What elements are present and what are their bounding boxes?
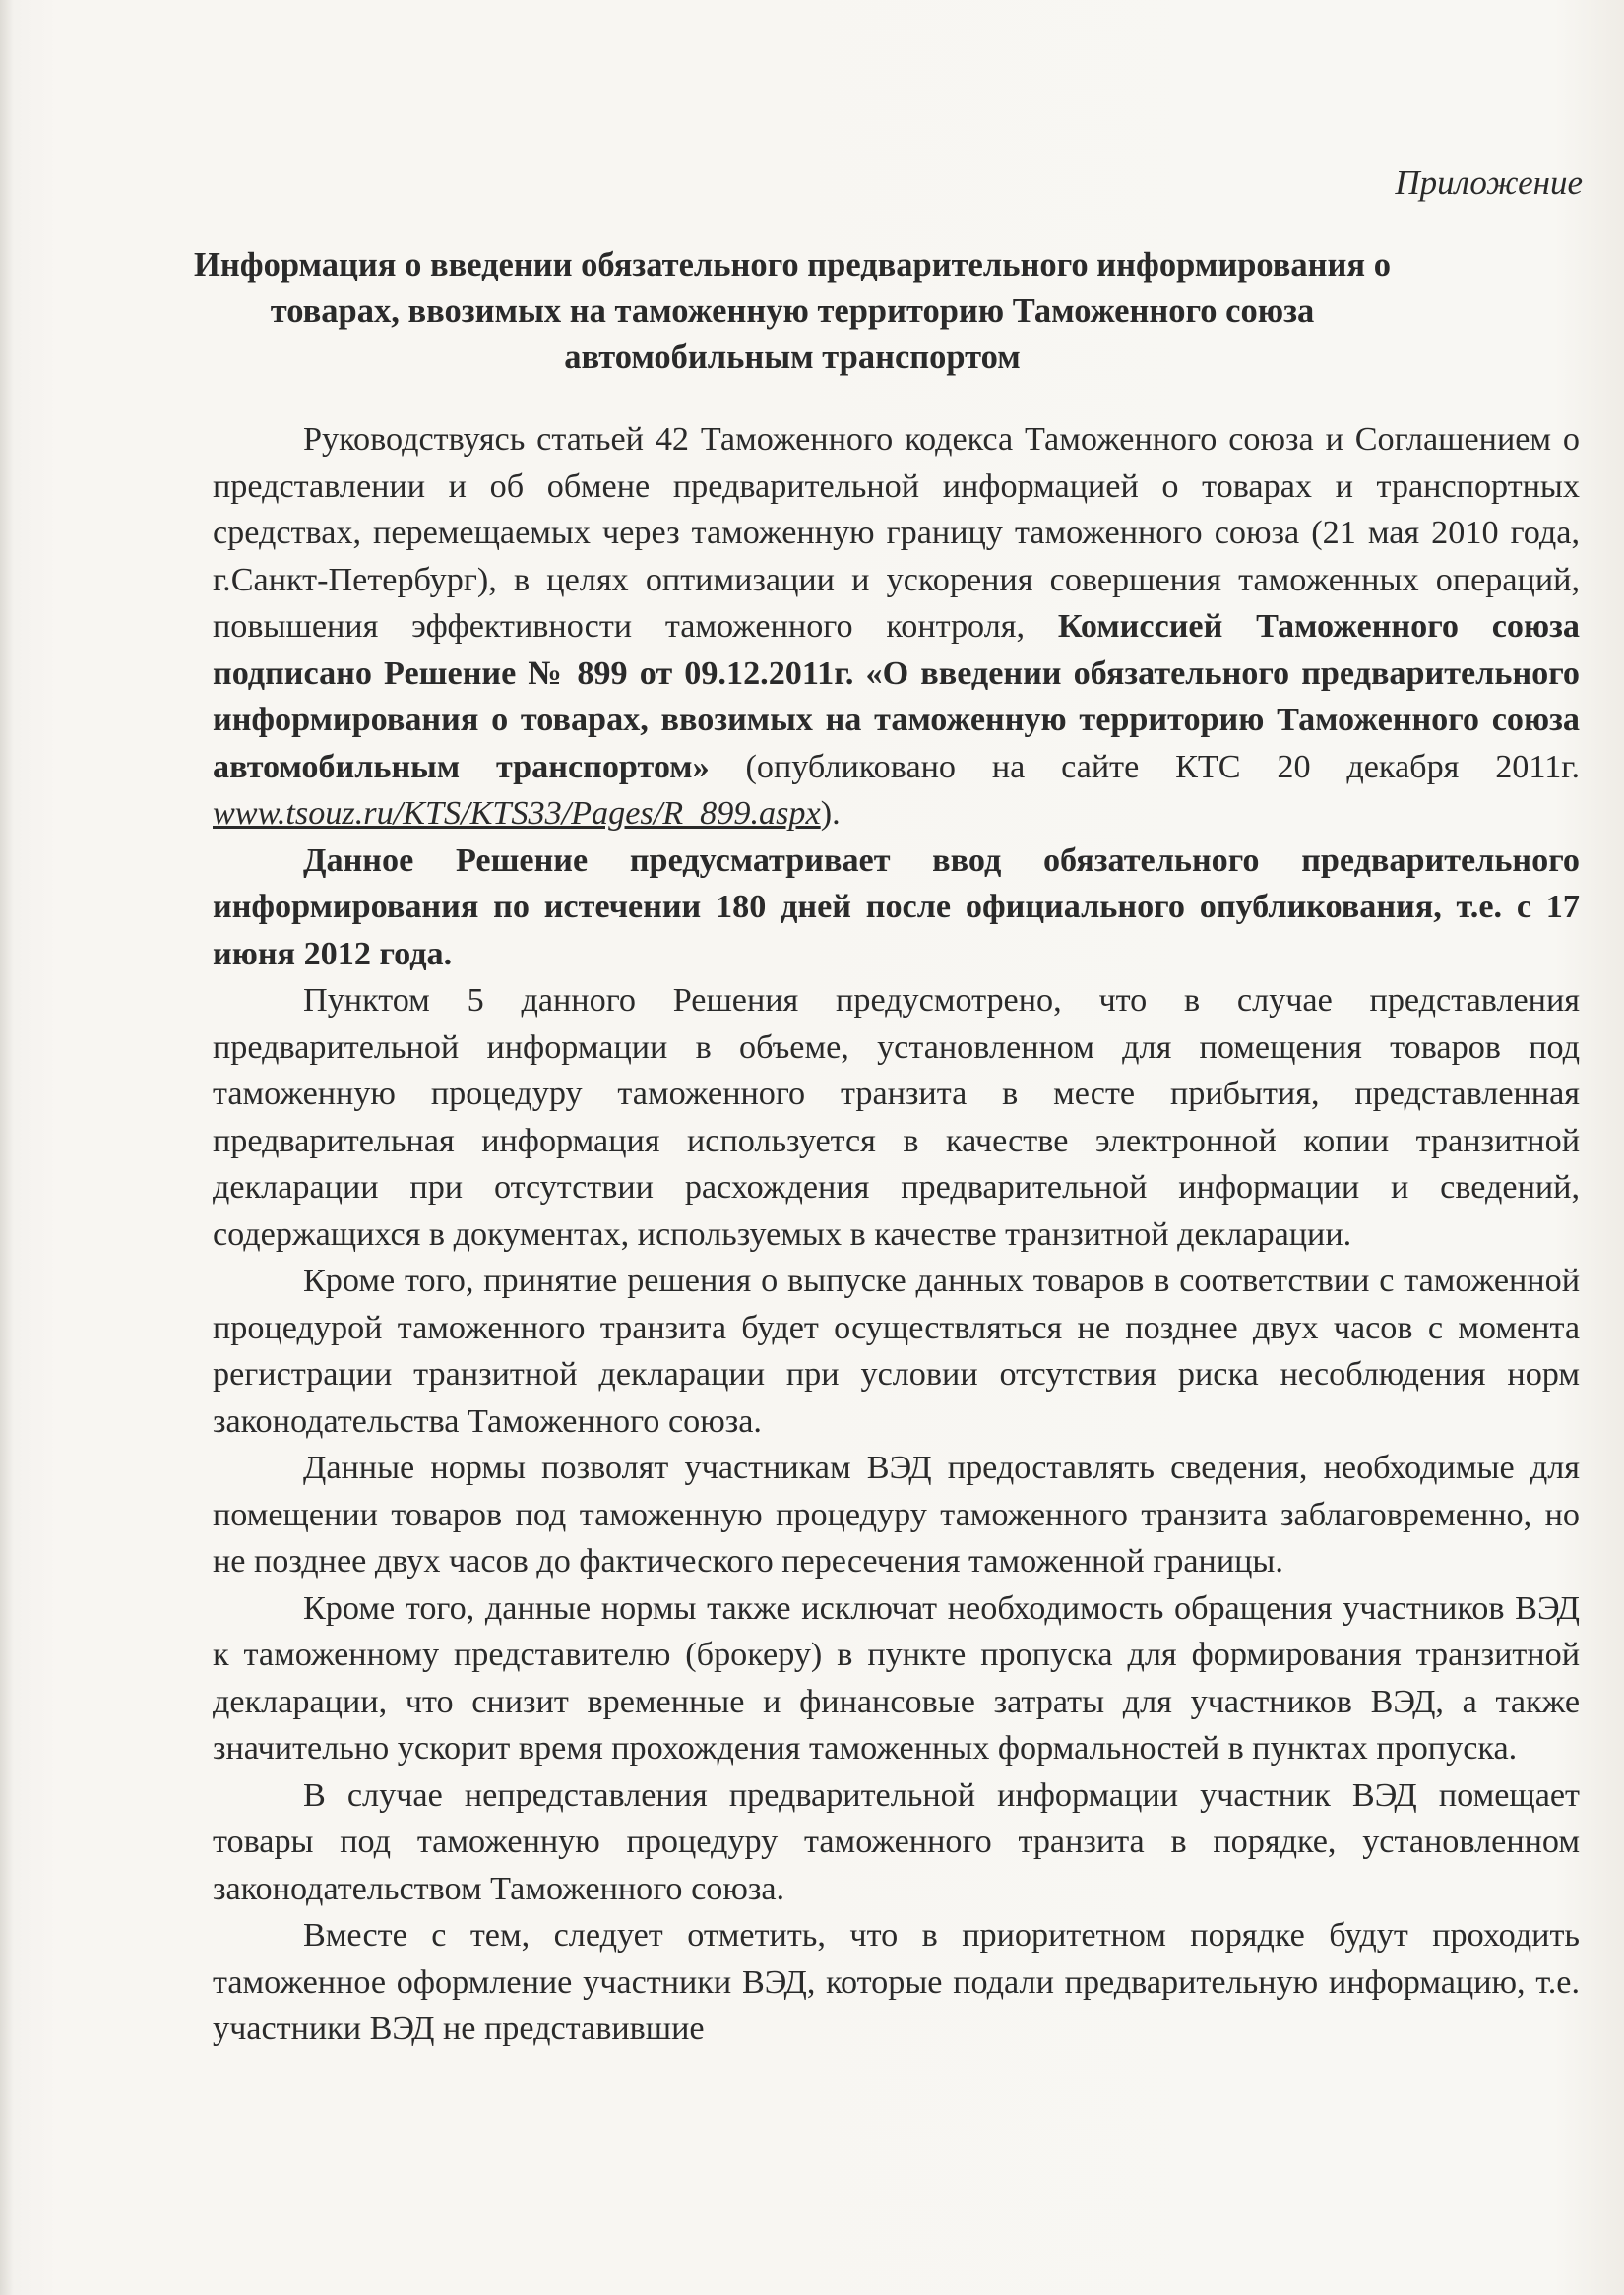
paragraph-no-advance-info: В случае непредставления предварительной информации участник ВЭД помещает товары под таможенную процедуру таможенного транзита в порядке, установленном законодательством Таможенного союза. [213, 1776, 1580, 1907]
title-line: Информация о введении обязательного предварительного информирования о [194, 246, 1391, 283]
publication-note: (опубликовано на сайте КТС 20 декабря 2011г. [745, 748, 1581, 785]
appendix-label: Приложение [1395, 163, 1583, 202]
paragraph-release-timing: Кроме того, принятие решения о выпуске данных товаров в соответствии с таможенной процедурой таможенного транзита будет осуществляться не позднее двух часов с момента регистрации транзитной декларации при условии отсутствия риска несоблюдения норм законодательства Таможенного союза. [213, 1263, 1580, 1440]
decision-reference: Комиссией Таможенного союза подписано Решение № 899 от 09.12.2011г. «О введении обязательного предварительного информирования о товарах, ввозимых на таможенную территорию Таможенного союза автомобильным транспортом» [213, 608, 1580, 785]
title-line: автомобильным транспортом [564, 339, 1021, 376]
title-line: товарах, ввозимых на таможенную территорию Таможенного союза [270, 292, 1315, 330]
paragraph-effective-date [213, 837, 1580, 978]
document-body [213, 416, 1580, 2053]
document-title [148, 242, 1437, 381]
paragraph-legal-basis [213, 416, 1580, 837]
paragraph-advance-submission: Данные нормы позволят участникам ВЭД предоставлять сведения, необходимые для помещении товаров под таможенную процедуру таможенного транзита заблаговременно, но не позднее двух часов до фактического пересечения таможенной границы. [213, 1450, 1580, 1580]
paragraph-broker-exclusion: Кроме того, данные нормы также исключат необходимость обращения участников ВЭД к таможенному представителю (брокеру) в пункте пропуска для формирования транзитной декларации, что снизит временные и финансовые затраты для участников ВЭД, а также значительно ускорит время прохождения таможенных формальностей в пунктах пропуска. [213, 1589, 1580, 1767]
paragraph-point-5: Пунктом 5 данного Решения предусмотрено, что в случае представления предварительной информации в объеме, установленном для помещения товаров под таможенную процедуру таможенного транзита в месте прибытия, представленная предварительная информация используется в качестве электронной копии транзитной декларации при отсутствии расхождения предварительной информации и сведений, содержащихся в документах, используемых в качестве транзитной декларации. [213, 982, 1580, 1253]
decision-link[interactable]: www.tsouz.ru/KTS/KTS33/Pages/R_899.aspx [213, 795, 821, 832]
publication-note-closing: ). [820, 795, 841, 832]
paragraph-intro-text: Руководствуясь статьей 42 Таможенного кодекса Таможенного союза и Соглашением о представлении и об обмене предварительной информацией о товарах и транспортных средствах, перемещаемых через таможенную границу таможенного союза (21 мая 2010 года, г.Санкт-Петербург), в целях оптимизации и ускорения совершения таможенных операций, повышения эффективности таможенного контроля, [213, 421, 1580, 645]
effective-date-text: Данное Решение предусматривает ввод обязательного предварительного информирования по истечении 180 дней после официального опубликования, т.е. с 17 июня 2012 года. [213, 841, 1580, 972]
paragraph-priority: Вместе с тем, следует отметить, что в приоритетном порядке будут проходить таможенное оформление участники ВЭД, которые подали предварительную информацию, т.е. участники ВЭД не представившие [213, 1917, 1580, 2047]
